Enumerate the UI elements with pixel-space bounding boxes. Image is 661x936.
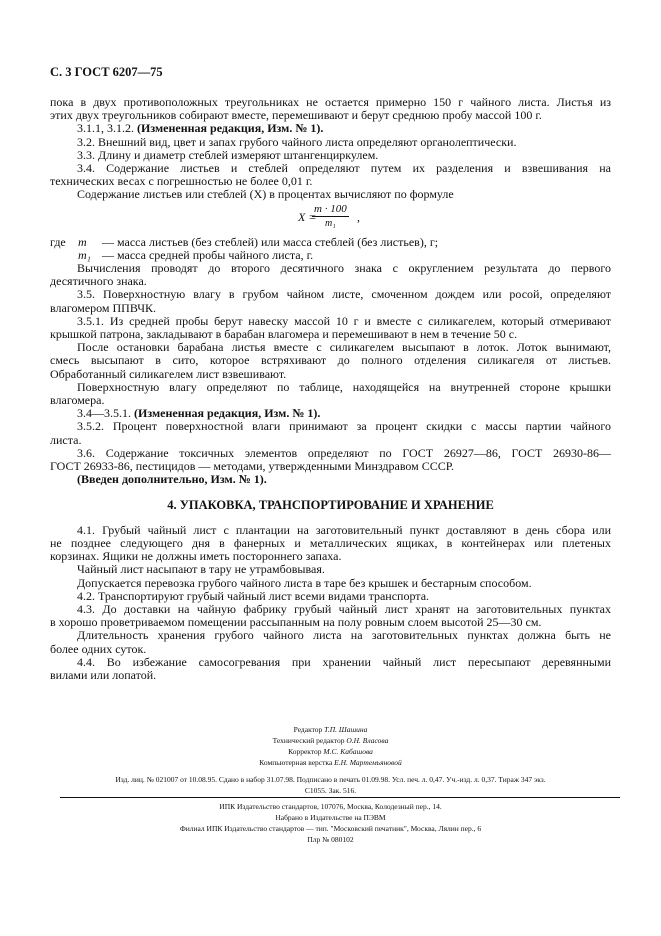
text-line: пока в двух противоположных треугольниках не остается примерно 150 г чайного листа. Листья из bbox=[50, 95, 611, 109]
imprint-line: С1055. Зак. 516. bbox=[304, 786, 357, 795]
text-line: технических весах с погрешностью не более 0,01 г. bbox=[50, 174, 313, 189]
clause-3-5-2: 3.5.2. Процент поверхностной влаги принимают за процент скидки с массы партии чайного bbox=[77, 419, 611, 434]
imprint bbox=[0, 774, 661, 796]
formula-comma: , bbox=[357, 209, 360, 224]
text-line: Поверхностную влагу определяют по таблице, находящейся на внутренней стороне крышки bbox=[77, 379, 611, 394]
clause-4-1: 4.1. Грубый чайный лист с плантации на заготовительный пункт доставляют в день сбора или bbox=[77, 522, 611, 537]
clause-3-4: 3.4. Содержание листьев и стеблей определяют путем их разделения и взвешивания на bbox=[77, 161, 611, 176]
amendment-note bbox=[50, 122, 611, 135]
credit-role: Редактор bbox=[293, 725, 323, 734]
credit-role: Корректор bbox=[288, 747, 322, 756]
text-line: влагомером ППВЧК. bbox=[50, 300, 157, 315]
credits bbox=[0, 724, 661, 768]
publisher-line: ИПК Издательство стандартов, 107076, Москва, Колодезный пер., 14. bbox=[219, 802, 442, 811]
text-line: более одних суток. bbox=[50, 641, 147, 656]
definition-prefix bbox=[50, 249, 78, 262]
text-line: крышкой патрона, закладывают в барабан влагомера и перемешивают в нем в течение 50 с. bbox=[50, 327, 518, 342]
publisher-line: Филиал ИПК Издательство стандартов — тип. "Московский печатник", Москва, Лялин пер., 6 bbox=[179, 824, 482, 833]
text-line: Обработанный силикагелем лист взвешивают. bbox=[50, 366, 287, 381]
definition-symbol: m₁ bbox=[78, 247, 91, 262]
clause-3-5: 3.5. Поверхностную влагу в грубом чайном листе, смоченном дождем или росой, определяют bbox=[77, 287, 611, 302]
publisher-line: Плр № 080102 bbox=[307, 835, 354, 844]
formula-fraction bbox=[312, 202, 349, 231]
text-line: листа. bbox=[50, 432, 82, 447]
credit-name: М.С. Кабашова bbox=[323, 747, 373, 756]
formula bbox=[50, 202, 611, 236]
clause-number: 3.4—3.5.1. bbox=[77, 406, 131, 421]
credit-name: Т.П. Шашина bbox=[324, 725, 368, 734]
definition-text: — масса средней пробы чайного листа, г. bbox=[102, 247, 314, 262]
credit-line bbox=[0, 757, 661, 768]
clause-4-3: 4.3. До доставки на чайную фабрику грубый чайный лист хранят на заготовительных пунктах bbox=[77, 601, 611, 616]
clause-4-4: 4.4. Во избежание самосогревания при хранении чайный лист пересыпают деревянными bbox=[77, 654, 611, 669]
text-line: Длительность хранения грубого чайного листа на заготовительных пунктах должна быть не bbox=[77, 628, 611, 643]
formula-numerator: m · 100 bbox=[314, 202, 347, 215]
definition-prefix: где bbox=[50, 234, 66, 249]
text-line: ГОСТ 26933-86, пестицидов — методами, утвержденными Минздравом СССР. bbox=[50, 459, 454, 474]
text-line: в хорошо проветриваемом помещении рассыпанным на полу ровным слоем высотой 25—30 см. bbox=[50, 615, 542, 630]
text-line: Допускается перевозка грубого чайного листа в таре без крышек и бестарным способом. bbox=[77, 575, 532, 590]
credit-role: Компьютерная верстка bbox=[259, 758, 333, 767]
text-line: После остановки барабана листья вместе с силикагелем высыпают в лоток. Лоток вынимают, bbox=[77, 340, 611, 355]
imprint-line: Изд. лиц. № 021007 от 10.08.95. Сдано в набор 31.07.98. Подписано в печать 01.09.98. Усл. печ. л. 0,47. Уч.-изд. л. 0,37. Тираж 347 экз. bbox=[115, 775, 546, 784]
definition-text: — масса листьев (без стеблей) или масса стеблей (без листьев), г; bbox=[102, 234, 439, 249]
publisher-info bbox=[0, 801, 661, 845]
credit-name: О.Н. Власова bbox=[346, 736, 389, 745]
amendment-note: (Введен дополнительно, Изм. № 1). bbox=[77, 472, 267, 487]
clause-3-3: 3.3. Длину и диаметр стеблей измеряют штангенциркулем. bbox=[77, 147, 379, 162]
text-line: не позднее следующего дня в фанерных и металлических ящиках, в контейнерах или плетеных bbox=[50, 535, 611, 550]
credit-name: Е.Н. Мартемьяновой bbox=[334, 758, 402, 767]
text-line: Чайный лист насыпают в тару не утрамбовывая. bbox=[77, 562, 325, 577]
amendment-label: (Измененная редакция, Изм. № 1). bbox=[134, 406, 321, 421]
credit-line bbox=[0, 746, 661, 757]
credit-role: Технический редактор bbox=[272, 736, 345, 745]
credit-line bbox=[0, 724, 661, 735]
definition-m bbox=[50, 236, 611, 249]
clause-number: 3.1.1, 3.1.2. bbox=[77, 121, 134, 136]
text-line: десятичного знака. bbox=[50, 274, 147, 289]
page-header: С. 3 ГОСТ 6207—75 bbox=[50, 65, 163, 79]
text-line: этих двух треугольников собирают вместе, перемешивают и берут среднюю пробу массой 100 г. bbox=[50, 108, 542, 123]
formula-lhs: X = bbox=[298, 209, 317, 224]
definition-symbol: m bbox=[78, 234, 87, 249]
section-heading: 4. УПАКОВКА, ТРАНСПОРТИРОВАНИЕ И ХРАНЕНИЕ bbox=[167, 498, 494, 513]
text-line: смесь высыпают в сито, которое встряхивают до полного отделения силикагеля от листьев. bbox=[50, 353, 611, 368]
publisher-line: Набрано в Издательстве на ПЭВМ bbox=[275, 813, 386, 822]
text-line: Вычисления проводят до второго десятичного знака с округлением результата до первого bbox=[77, 261, 611, 276]
clause-4-2: 4.2. Транспортируют грубый чайный лист всеми видами транспорта. bbox=[77, 588, 430, 603]
document-body bbox=[50, 96, 611, 682]
credit-line bbox=[0, 735, 661, 746]
formula-denominator: m₁ bbox=[325, 217, 336, 229]
formula-intro: Содержание листьев или стеблей (X) в процентах вычисляют по формуле bbox=[77, 187, 454, 202]
clause-3-5-1: 3.5.1. Из средней пробы берут навеску массой 10 г и вместе с силикагелем, который отмеривают bbox=[77, 313, 611, 328]
text-line: влагомера. bbox=[50, 393, 105, 408]
clause-3-6: 3.6. Содержание токсичных элементов определяют по ГОСТ 26927—86, ГОСТ 26930-86— bbox=[77, 445, 611, 460]
divider bbox=[60, 797, 620, 798]
text-line: вилами или лопатой. bbox=[50, 667, 157, 682]
text-line: корзинах. Ящики не должны иметь постороннего запаха. bbox=[50, 549, 342, 564]
amendment-label: (Измененная редакция, Изм. № 1). bbox=[137, 121, 324, 136]
clause-3-2: 3.2. Внешний вид, цвет и запах грубого чайного листа определяют органолептически. bbox=[77, 134, 517, 149]
